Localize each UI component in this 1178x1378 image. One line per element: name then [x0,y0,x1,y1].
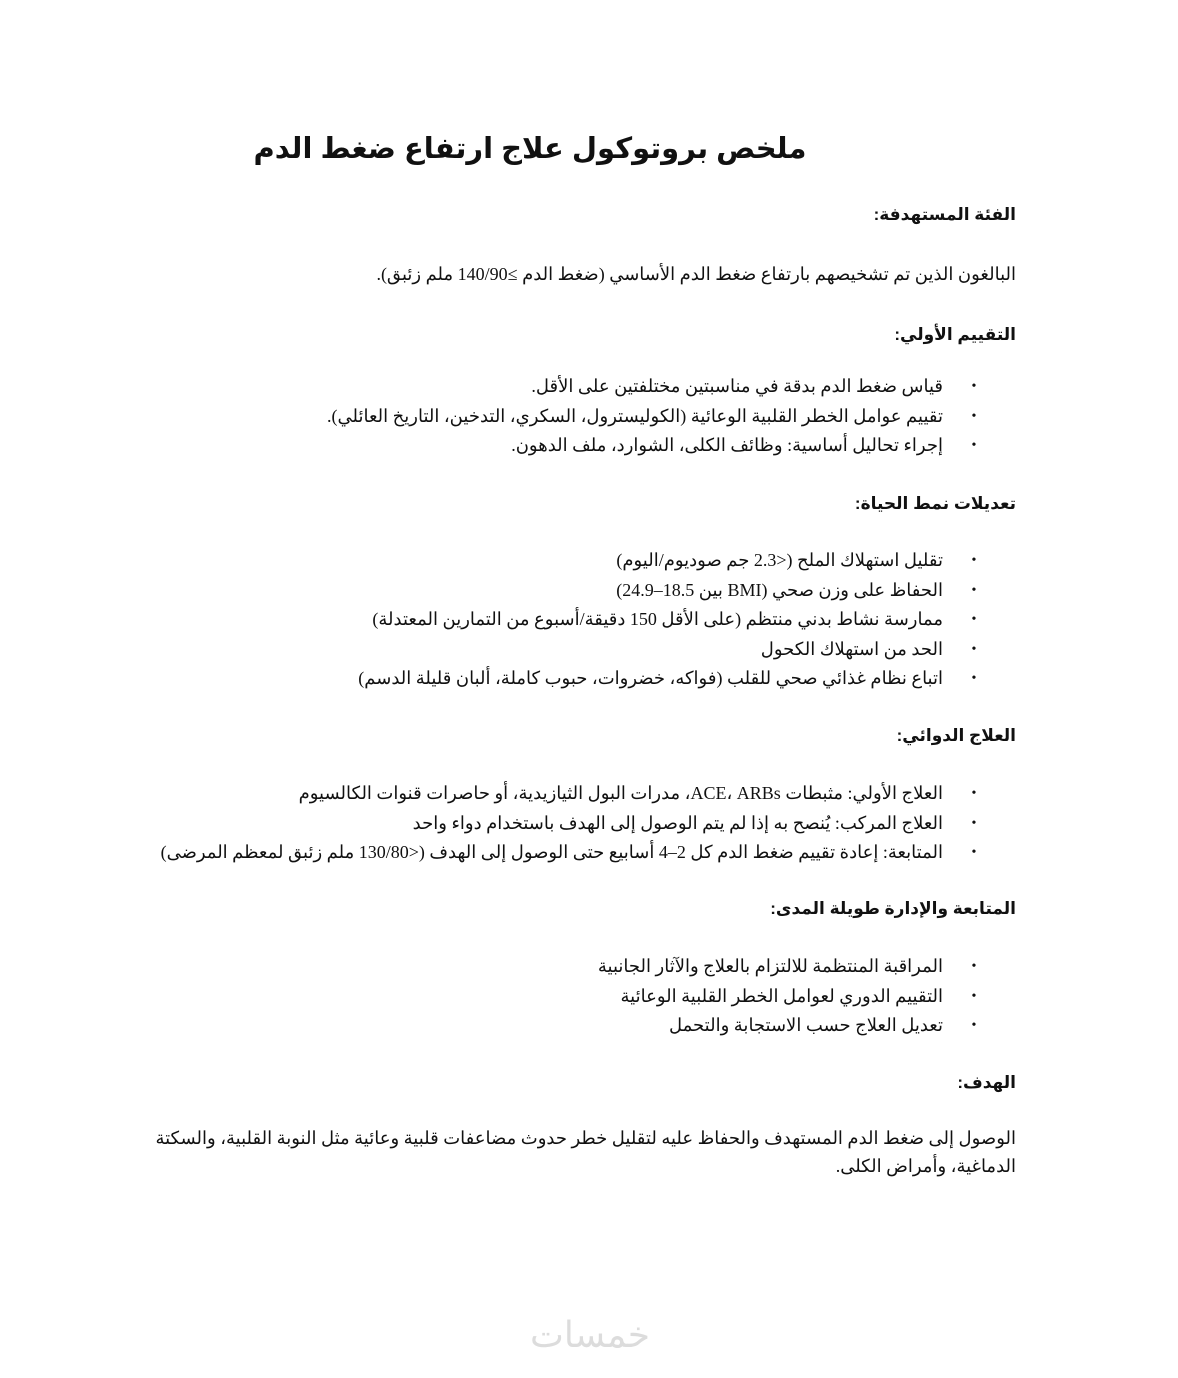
list-item-text: العلاج الأولي: مثبطات ACE، ARBs، مدرات البول الثيازيدية، أو حاصرات قنوات الكالسيوم [298,783,943,803]
goal-heading: الهدف: [957,1073,1016,1092]
watermark-logo: خمسات [529,1315,651,1356]
bullet-icon: • [971,988,977,1004]
document-title: ملخص بروتوكول علاج ارتفاع ضغط الدم [253,133,807,165]
list-item [358,576,977,606]
list-item-text: المراقبة المنتظمة للالتزام بالعلاج والآثار الجانبية [597,956,943,976]
medication-list [160,779,977,868]
initial-assessment-heading: التقييم الأولي: [894,325,1016,344]
lifestyle-list [358,546,977,694]
target-population-heading: الفئة المستهدفة: [873,205,1016,224]
list-item [598,1011,977,1041]
list-item [598,982,977,1012]
list-item-text: إجراء تحاليل أساسية: وظائف الكلى، الشوارد، ملف الدهون. [511,435,943,455]
bullet-icon: • [971,671,977,686]
list-item-text: التقييم الدوري لعوامل الخطر القلبية الوعائية [620,985,943,1006]
list-item-text: تعديل العلاج حسب الاستجابة والتحمل [669,1015,943,1035]
list-item-text: تقييم عوامل الخطر القلبية الوعائية (الكوليسترول، السكري، التدخين، التاريخ العائلي). [327,405,943,426]
list-item [358,605,977,635]
followup-heading: المتابعة والإدارة طويلة المدى: [770,899,1016,918]
bullet-icon: • [971,1018,977,1033]
bullet-icon: • [971,379,977,394]
list-item-text: الحفاظ على وزن صحي (BMI بين 18.5–24.9) [616,579,943,600]
list-item [597,952,977,982]
followup-list [597,952,977,1041]
target-population-text: البالغون الذين تم تشخيصهم بارتفاع ضغط الدم الأساسي (ضغط الدم ≥140/90 ملم زئبق). [376,264,1016,284]
list-item [161,809,977,839]
bullet-icon: • [971,438,977,453]
bullet-icon: • [971,845,977,860]
bullet-icon: • [971,582,977,598]
lifestyle-heading: تعديلات نمط الحياة: [854,494,1016,513]
bullet-icon: • [971,553,977,568]
list-item [358,664,977,694]
list-item-text: تقليل استهلاك الملح (<2.3 جم صوديوم/اليوم) [616,550,943,570]
list-item [327,402,977,432]
bullet-icon: • [971,959,977,974]
list-item-text: اتباع نظام غذائي صحي للقلب (فواكه، خضروات، حبوب كاملة، ألبان قليلة الدسم) [358,668,943,688]
list-item-text: ممارسة نشاط بدني منتظم (على الأقل 150 دقيقة/أسبوع من التمارين المعتدلة) [372,609,943,629]
list-item [160,838,977,868]
list-item [358,546,977,576]
bullet-icon: • [971,641,977,657]
list-item-text: العلاج المركب: يُنصح به إذا لم يتم الوصول إلى الهدف باستخدام دواء واحد [412,812,943,833]
list-item [161,779,977,809]
bullet-icon: • [971,612,977,627]
list-item-text: قياس ضغط الدم بدقة في مناسبتين مختلفتين على الأقل. [531,376,943,396]
list-item-text: الحد من استهلاك الكحول [760,638,943,659]
bullet-icon: • [971,815,977,831]
bullet-icon: • [971,408,977,424]
list-item [327,431,977,461]
goal-text: الوصول إلى ضغط الدم المستهدف والحفاظ عليه لتقليل خطر حدوث مضاعفات قلبية وعائية مثل النوبة القلبية، والسكتة الدماغية، وأمراض الكلى. [155,1128,1016,1176]
list-item [358,635,977,665]
list-item-text: المتابعة: إعادة تقييم ضغط الدم كل 2–4 أسابيع حتى الوصول إلى الهدف (<130/80 ملم زئبق لمعظم المرضى) [160,842,943,862]
list-item [327,372,977,402]
bullet-icon: • [971,786,977,801]
initial-assessment-list [327,372,977,461]
medication-heading: العلاج الدوائي: [896,726,1016,745]
